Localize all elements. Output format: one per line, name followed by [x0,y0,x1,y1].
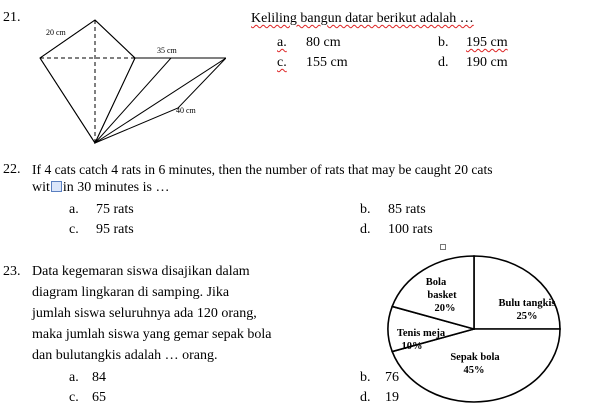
label-bola-basket-pct: 20% [434,303,456,314]
label-tenis-meja-name: Tenis meja [396,328,446,339]
label-40cm: 40 cm [176,106,196,115]
q22-line2: wit in 30 minutes is … [32,180,170,195]
q23-line-3: maka jumlah siswa yang gemar sepak bola [32,327,272,342]
q23-option-c[interactable]: c. [69,390,79,405]
q23-option-a-text: 84 [92,370,106,385]
chart-selection-handle[interactable] [440,244,446,250]
q22-option-a[interactable]: a. [69,202,79,217]
q21-number: 21. [3,10,21,25]
q23-option-c-text: 65 [92,390,106,405]
q22-option-d[interactable]: d. [360,222,371,237]
q22-line1: If 4 cats catch 4 rats in 6 minutes, then the number of rats that may be caught 20 cats [32,162,493,177]
label-bulu-tangkis-name: Bulu tangkis [498,298,556,309]
q23-number: 23. [3,264,21,279]
label-35cm: 35 cm [157,46,177,55]
label-20cm: 20 cm [46,28,66,37]
label-sepak-bola-name: Sepak bola [450,352,500,363]
q22-option-d-text: 100 rats [388,222,433,237]
q22-number: 22. [3,162,21,177]
label-bola-basket-name: Bola [425,277,447,288]
q21-option-c[interactable]: c. [277,55,287,70]
q21-option-d-text: 190 cm [466,55,508,70]
pie-chart [387,252,567,404]
label-sepak-bola-pct: 45% [463,365,485,376]
q21-option-a[interactable]: a. [277,35,287,50]
q23-option-a[interactable]: a. [69,370,79,385]
q23-option-b-text: 76 [385,370,399,385]
label-bola-basket-name2: basket [427,290,457,301]
q23-line-0: Data kegemaran siswa disajikan dalam [32,264,250,279]
q22-option-b[interactable]: b. [360,202,371,217]
kite-right-upper-edge [95,20,135,58]
q22-option-c-text: 95 rats [96,222,134,237]
q21-figure [36,18,226,148]
label-bulu-tangkis-pct: 25% [516,311,538,322]
q21-question [251,11,474,27]
q23-line-2: jumlah siswa seluruhnya ada 120 orang, [32,306,257,321]
q23-line-1: diagram lingkaran di samping. Jika [32,285,230,300]
move-handle-icon[interactable] [51,181,62,192]
q21-option-d[interactable]: d. [438,55,449,70]
q21-option-a-text: 80 cm [306,35,341,50]
q21-question-text: Keliling bangun datar berikut adalah … [251,11,474,26]
label-tenis-meja-pct: 10% [401,341,423,352]
q22-option-a-text: 75 rats [96,202,134,217]
q23-line-4: dan bulutangkis adalah … orang. [32,348,218,363]
q22-option-b-text: 85 rats [388,202,426,217]
q23-option-b[interactable]: b. [360,370,371,385]
q23-option-d-text: 19 [385,390,399,405]
kite-left-lower-edge [40,58,95,143]
q22-option-c[interactable]: c. [69,222,79,237]
q21-option-c-text: 155 cm [306,55,348,70]
q21-option-b[interactable]: b. [438,35,449,50]
q23-option-d[interactable]: d. [360,390,371,405]
q21-option-b-text: 195 cm [466,35,508,50]
kite-left-edge [40,20,95,58]
